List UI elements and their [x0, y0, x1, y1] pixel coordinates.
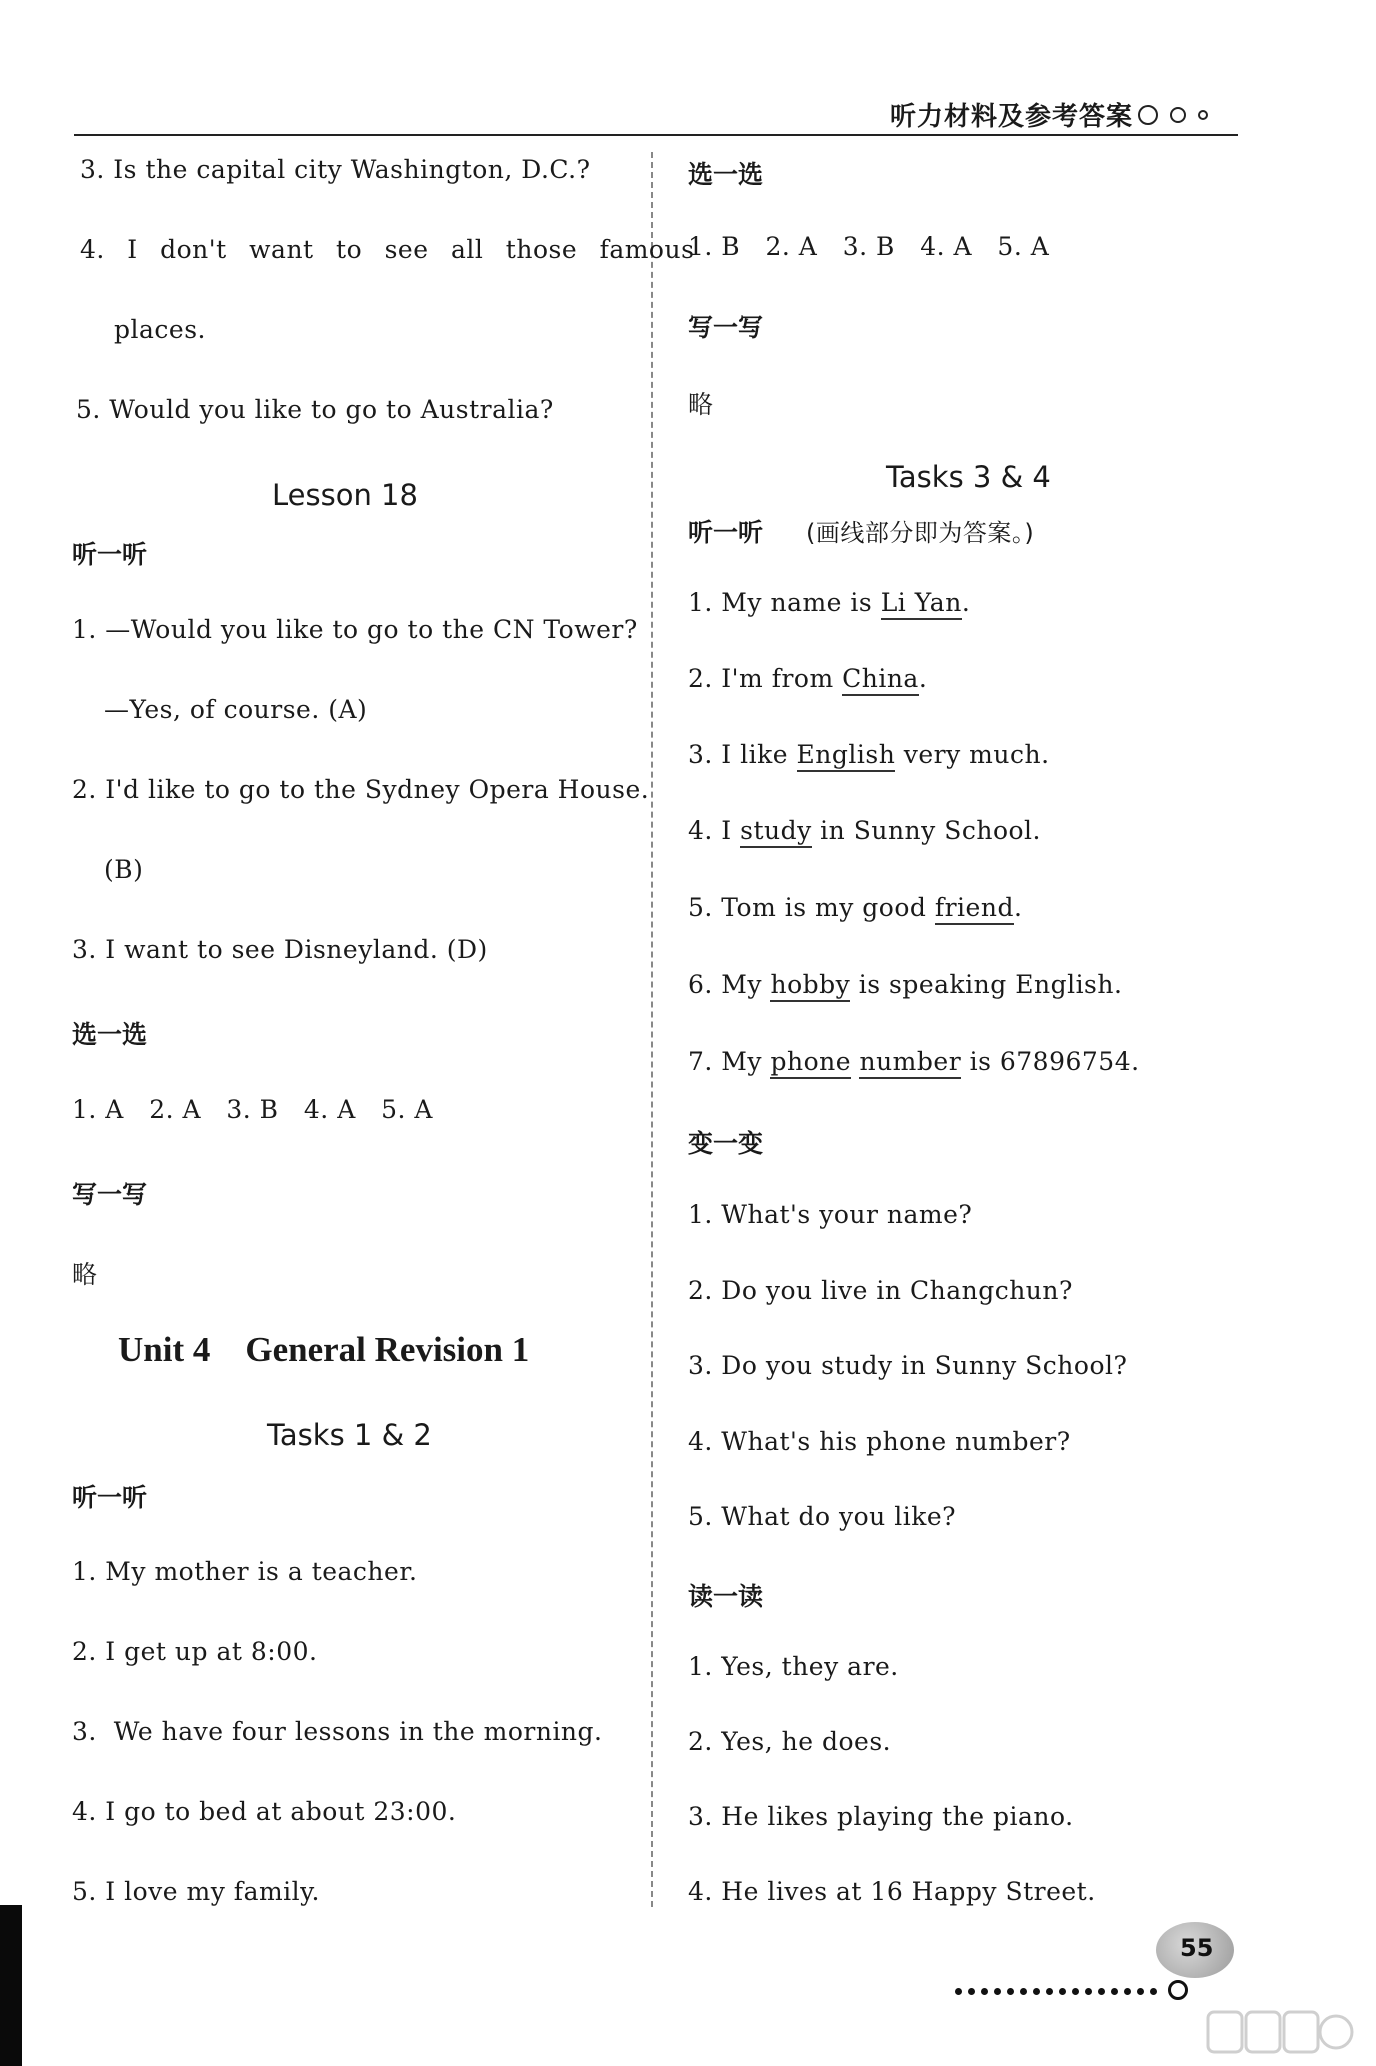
text-line: (B) [104, 855, 144, 884]
text-line: 4. He lives at 16 Happy Street. [688, 1877, 1096, 1906]
text-span: . [1013, 893, 1023, 922]
text-line [688, 893, 1022, 922]
tasks-heading: Tasks 3 & 4 [886, 460, 1051, 494]
text-line: 2. Do you live in Changchun? [688, 1276, 1073, 1305]
text-line: 2. I get up at 8:00. [72, 1637, 318, 1666]
text-span: 7. My [688, 1047, 771, 1076]
text-line [688, 970, 1122, 999]
text-span: 5. Tom is my good [688, 893, 935, 922]
text-line [688, 740, 1050, 769]
text-line: 3. I want to see Disneyland. (D) [72, 935, 488, 964]
text-span: 6. My [688, 970, 771, 999]
text-line: —Yes, of course. (A) [104, 695, 368, 724]
text-span: is 67896754. [961, 1047, 1140, 1076]
section-heading-listen: 听一听 [72, 540, 148, 569]
text-line [688, 816, 1041, 845]
scan-edge [0, 1905, 22, 2066]
answer-underline: study [740, 816, 812, 848]
answer-underline: Li Yan [881, 588, 962, 620]
text-line: 1. Yes, they are. [688, 1652, 899, 1681]
footer-dot [1124, 1988, 1131, 1995]
answer-line: 1. B 2. A 3. B 4. A 5. A [688, 232, 1050, 261]
text-line: 4. I don't want to see all those famous [80, 235, 695, 264]
answer-omitted: 略 [688, 390, 714, 419]
answer-underline: friend [935, 893, 1014, 925]
text-line: 3. He likes playing the piano. [688, 1802, 1074, 1831]
footer-dot [1085, 1988, 1092, 1995]
answer-underline: hobby [770, 970, 850, 1002]
page-number: 55 [1180, 1934, 1214, 1962]
footer-dot [1137, 1988, 1144, 1995]
text-line: places. [114, 315, 206, 344]
footer-dot [1098, 1988, 1105, 1995]
footer-dot [1059, 1988, 1066, 1995]
text-span: is speaking English. [850, 970, 1123, 999]
section-heading-listen: 听一听 [72, 1483, 148, 1512]
answer-line: 1. A 2. A 3. B 4. A 5. A [72, 1095, 433, 1124]
text-span: . [918, 664, 928, 693]
header-title: 听力材料及参考答案 [889, 102, 1133, 132]
column-divider [651, 152, 653, 1907]
section-heading-choose: 选一选 [72, 1020, 148, 1049]
text-line: 3. We have four lessons in the morning. [72, 1717, 603, 1746]
footer-dot [981, 1988, 988, 1995]
text-span: 4. I [688, 816, 741, 845]
footer-dot [1046, 1988, 1053, 1995]
text-line: 5. I love my family. [72, 1877, 320, 1906]
text-line [688, 588, 970, 617]
text-span: in Sunny School. [811, 816, 1041, 845]
section-heading-write: 写一写 [688, 313, 764, 342]
text-line: 1. My mother is a teacher. [72, 1557, 418, 1586]
listen-note: (画线部分即为答案。) [806, 519, 1035, 547]
text-span: . [961, 588, 971, 617]
footer-dot [1007, 1988, 1014, 1995]
header-dots-icon [1138, 102, 1238, 126]
lesson-heading: Lesson 18 [272, 478, 418, 512]
footer-dots-icon [955, 1985, 1185, 1999]
text-line: 1. —Would you like to go to the CN Tower? [72, 615, 638, 644]
text-span: 2. I'm from [688, 664, 843, 693]
text-line [688, 1047, 1140, 1076]
section-heading-choose: 选一选 [688, 160, 764, 189]
text-line: 1. What's your name? [688, 1200, 973, 1229]
section-heading-listen: 听一听 [688, 518, 764, 547]
footer-ring-icon [1168, 1980, 1188, 2000]
footer-dot [1033, 1988, 1040, 1995]
text-line: 3. Do you study in Sunny School? [688, 1351, 1128, 1380]
text-line [688, 664, 927, 693]
answer-underline: number [859, 1047, 961, 1079]
section-heading-change: 变一变 [688, 1129, 764, 1158]
answer-underline: phone [770, 1047, 851, 1079]
page-header [74, 96, 1238, 136]
footer-dot [968, 1988, 975, 1995]
answer-underline: China [842, 664, 919, 696]
text-line: 2. I'd like to go to the Sydney Opera House. [72, 775, 650, 804]
page-number-badge [1150, 1922, 1240, 1992]
section-heading-read: 读一读 [688, 1582, 764, 1611]
tasks-heading: Tasks 1 & 2 [267, 1418, 432, 1452]
text-line: 3. Is the capital city Washington, D.C.? [80, 155, 591, 184]
footer-dot [994, 1988, 1001, 1995]
text-span: 1. My name is [688, 588, 881, 617]
watermark-icon [1206, 2008, 1356, 2058]
footer-dot [1111, 1988, 1118, 1995]
answer-omitted: 略 [72, 1260, 98, 1289]
text-line: 5. Would you like to go to Australia? [76, 395, 554, 424]
text-line: 4. I go to bed at about 23:00. [72, 1797, 457, 1826]
footer-dot [955, 1988, 962, 1995]
text-line: 2. Yes, he does. [688, 1727, 892, 1756]
text-span: 3. I like [688, 740, 797, 769]
answer-underline: English [797, 740, 896, 772]
text-span: very much. [895, 740, 1050, 769]
footer-dot [1150, 1988, 1157, 1995]
text-line: 5. What do you like? [688, 1502, 957, 1531]
section-heading-write: 写一写 [72, 1180, 148, 1209]
footer-dot [1072, 1988, 1079, 1995]
footer-dot [1020, 1988, 1027, 1995]
unit-title: Unit 4 General Revision 1 [118, 1330, 530, 1369]
text-line: 4. What's his phone number? [688, 1427, 1071, 1456]
